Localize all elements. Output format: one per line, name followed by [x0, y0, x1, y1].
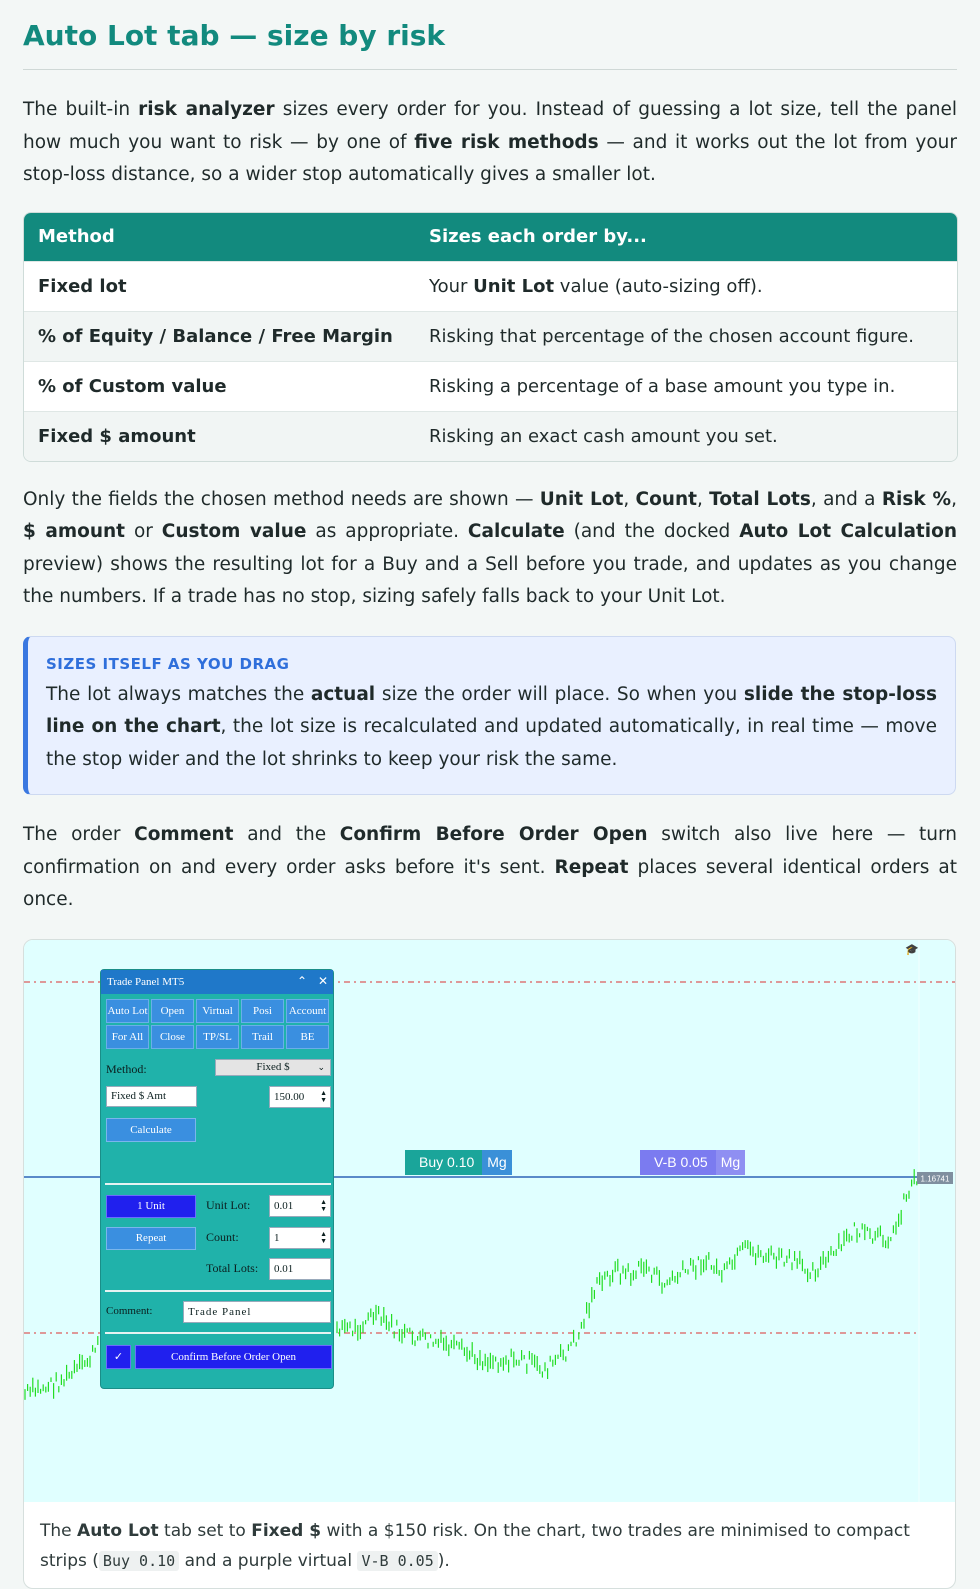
tab-be[interactable]: BE	[286, 1025, 329, 1049]
confirm-checkbox[interactable]: ✓	[106, 1345, 131, 1369]
tab-account[interactable]: Account	[286, 999, 329, 1023]
buy-strip-tag[interactable]: Mg	[482, 1150, 511, 1175]
count-label: Count:	[206, 1229, 239, 1244]
calculate-button[interactable]: Calculate	[106, 1118, 196, 1142]
fields-paragraph: Only the fields the chosen method needs are shown — Unit Lot, Count, Total Lots, and a Risk %, $ amount or Custom value as appropriate. Calculate (and the docked Auto Lot Calculation preview) shows the resulting lot for a Buy and a Sell before you trade, and updates as you change the numbers. If a trade has no stop, sizing safely falls back to your Unit Lot.	[23, 488, 957, 607]
close-icon[interactable]: ✕	[318, 973, 329, 988]
tab-trail[interactable]: Trail	[241, 1025, 284, 1049]
table-header-sizes: Sizes each order by...	[415, 213, 957, 262]
confirm-before-order-button[interactable]: Confirm Before Order Open	[135, 1345, 332, 1369]
buy-trade-strip[interactable]	[405, 1150, 512, 1175]
stepper-icon[interactable]: ▲ ▼	[320, 1197, 327, 1213]
drag-callout	[23, 636, 956, 796]
method-label: Method:	[106, 1061, 147, 1076]
callout-text: The lot always matches the actual size the order will place. So when you slide the stop-loss line on the chart, the lot size is recalculated and updated automatically, in real time — move the stop wider and the lot shrinks to keep your risk the same.	[46, 683, 937, 770]
screenshot-figure	[23, 939, 956, 1589]
description-cell: Risking an exact cash amount you set.	[415, 411, 957, 461]
intro-paragraph: The built-in risk analyzer sizes every order for you. Instead of guessing a lot size, tell the panel how much you want to risk — by one of five risk methods — and it works out the lot from your stop-loss distance, so a wider stop automatically gives a smaller lot.	[23, 99, 958, 185]
method-cell: % of Custom value	[24, 361, 415, 411]
tab-virtual[interactable]: Virtual	[196, 999, 239, 1023]
repeat-button[interactable]: Repeat	[106, 1227, 196, 1250]
panel-title: Trade Panel MT5	[107, 975, 185, 988]
unit-lot-label: Unit Lot:	[206, 1197, 251, 1212]
count-input[interactable]: 1 ▲ ▼	[269, 1227, 331, 1249]
fixed-amount-label: Fixed $ Amt	[106, 1086, 197, 1107]
tab-open[interactable]: Open	[151, 999, 194, 1023]
minimize-icon[interactable]: ⌃	[297, 973, 308, 988]
unit-lot-input[interactable]: 0.01 ▲ ▼	[269, 1195, 331, 1217]
comment-label: Comment:	[106, 1304, 153, 1317]
table-row	[24, 311, 957, 361]
figure-caption: The Auto Lot tab set to Fixed $ with a $150 risk. On the chart, two trades are minimised to compact strips ( Buy 0.10 and a purple virtual V-B 0.05 ).	[40, 1520, 910, 1571]
tab-tpsl[interactable]: TP/SL	[196, 1025, 239, 1049]
stepper-icon[interactable]: ▲ ▼	[320, 1088, 327, 1104]
comment-paragraph: The order Comment and the Confirm Before Order Open switch also live here — turn confirmation on and every order asks before it's sent. Repeat places several identical orders at once.	[23, 824, 958, 910]
tab-for-all[interactable]: For All	[106, 1025, 149, 1049]
vb-strip-tag[interactable]: Mg	[716, 1150, 745, 1175]
description-cell: Risking that percentage of the chosen account figure.	[415, 311, 957, 361]
stepper-icon[interactable]: ▲ ▼	[320, 1229, 327, 1245]
price-chart	[24, 940, 956, 1502]
total-lots-label: Total Lots:	[206, 1260, 259, 1275]
description-cell: Risking a percentage of a base amount you type in.	[415, 361, 957, 411]
panel-divider	[105, 1332, 331, 1334]
method-select[interactable]: Fixed $ ⌄	[215, 1059, 331, 1076]
tab-auto-lot[interactable]: Auto Lot	[106, 999, 149, 1023]
description-cell: Your Unit Lot value (auto-sizing off).	[415, 261, 957, 311]
callout-title: SIZES ITSELF AS YOU DRAG	[46, 654, 290, 673]
trade-panel	[100, 969, 334, 1389]
panel-titlebar[interactable]	[101, 970, 333, 994]
vb-strip-label: V-B 0.05	[640, 1150, 716, 1175]
method-cell: Fixed lot	[24, 261, 415, 311]
method-cell: Fixed $ amount	[24, 411, 415, 461]
price-label: 1.16741	[920, 1174, 950, 1183]
panel-divider	[105, 1183, 331, 1185]
tab-close[interactable]: Close	[151, 1025, 194, 1049]
total-lots-value: 0.01	[269, 1258, 331, 1280]
graduation-cap-icon: 🎓	[905, 942, 919, 956]
risk-methods-table	[23, 212, 958, 462]
table-row	[24, 261, 957, 311]
table-row	[24, 411, 957, 461]
table-header-method: Method	[24, 213, 415, 262]
tab-posi[interactable]: Posi	[241, 999, 284, 1023]
table-row	[24, 361, 957, 411]
panel-divider	[105, 1290, 331, 1292]
buy-strip-label: Buy 0.10	[405, 1150, 482, 1175]
method-cell: % of Equity / Balance / Free Margin	[24, 311, 415, 361]
chevron-down-icon: ⌄	[317, 1061, 325, 1072]
unit-button[interactable]: 1 Unit	[106, 1195, 196, 1218]
fixed-amount-input[interactable]: 150.00 ▲ ▼	[269, 1086, 331, 1108]
comment-input[interactable]: Trade Panel	[183, 1301, 331, 1323]
page-title: Auto Lot tab — size by risk	[23, 0, 957, 70]
vb-trade-strip[interactable]	[640, 1150, 745, 1175]
